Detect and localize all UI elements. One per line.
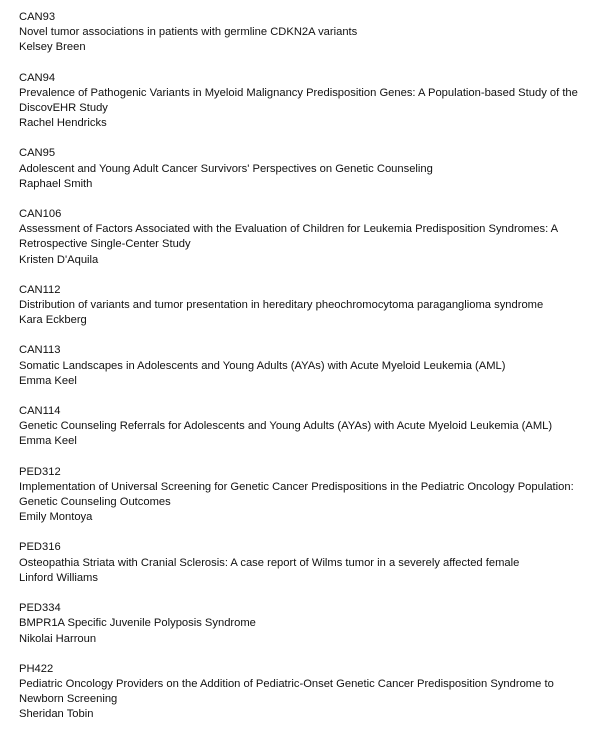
abstract-title: Osteopathia Striata with Cranial Sclerosis: A case report of Wilms tumor in a severely affected female (19, 556, 520, 569)
abstract-author: Rachel Hendricks (19, 117, 107, 130)
abstract-code: CAN112 (19, 283, 61, 296)
abstract-entry (19, 146, 601, 192)
abstract-title: Pediatric Oncology Providers on the Addition of Pediatric-Onset Genetic Cancer Predisposition Syndrome to Newborn Screening (19, 677, 554, 706)
abstract-author: Nikolai Harroun (19, 632, 97, 645)
abstract-author: Emma Keel (19, 435, 77, 448)
abstract-author: Raphael Smith (19, 177, 93, 190)
abstract-title: Adolescent and Young Adult Cancer Survivors' Perspectives on Genetic Counseling (19, 162, 433, 175)
abstract-list (19, 10, 601, 738)
abstract-author: Sheridan Tobin (19, 708, 94, 721)
abstract-entry (19, 10, 601, 56)
abstract-code: CAN113 (19, 344, 61, 357)
abstract-code: PED334 (19, 602, 61, 615)
abstract-code: CAN95 (19, 147, 56, 160)
abstract-title: Prevalence of Pathogenic Variants in Myeloid Malignancy Predisposition Genes: A Population-based Study of the DiscovEHR Study (19, 86, 578, 115)
abstract-entry (19, 465, 601, 526)
abstract-author: Emma Keel (19, 374, 77, 387)
abstract-code: CAN114 (19, 405, 61, 418)
abstract-entry (19, 343, 601, 389)
abstract-author: Kara Eckberg (19, 314, 87, 327)
abstract-title: Genetic Counseling Referrals for Adolescents and Young Adults (AYAs) with Acute Myeloid Leukemia (AML) (19, 420, 553, 433)
abstract-author: Kelsey Breen (19, 41, 86, 54)
abstract-entry (19, 283, 601, 329)
abstract-author: Linford Williams (19, 571, 98, 584)
abstract-title: BMPR1A Specific Juvenile Polyposis Syndrome (19, 617, 256, 630)
abstract-code: PED312 (19, 465, 61, 478)
abstract-entry (19, 207, 601, 268)
abstract-code: PED316 (19, 541, 61, 554)
abstract-code: PH422 (19, 662, 54, 675)
abstract-title: Somatic Landscapes in Adolescents and Young Adults (AYAs) with Acute Myeloid Leukemia (AML) (19, 359, 506, 372)
abstract-title: Assessment of Factors Associated with the Evaluation of Children for Leukemia Predisposition Syndromes: A Retrospective Single-Center Study (19, 223, 558, 251)
abstract-title: Distribution of variants and tumor presentation in hereditary pheochromocytoma paraganglioma syndrome (19, 299, 544, 312)
abstract-entry (19, 662, 601, 723)
abstract-code: CAN94 (19, 71, 56, 84)
abstract-title: Novel tumor associations in patients with germline CDKN2A variants (19, 26, 358, 39)
abstract-title: Implementation of Universal Screening for Genetic Cancer Predispositions in the Pediatric Oncology Population: Genetic Counseling Outcomes (19, 480, 574, 509)
abstract-author: Kristen D'Aquila (19, 253, 99, 266)
abstract-entry (19, 404, 601, 450)
abstract-code: CAN106 (19, 208, 62, 221)
abstract-entry (19, 601, 601, 647)
abstract-author: Emily Montoya (19, 511, 93, 524)
abstract-entry (19, 71, 601, 132)
abstract-entry (19, 540, 601, 586)
abstract-code: CAN93 (19, 11, 56, 23)
